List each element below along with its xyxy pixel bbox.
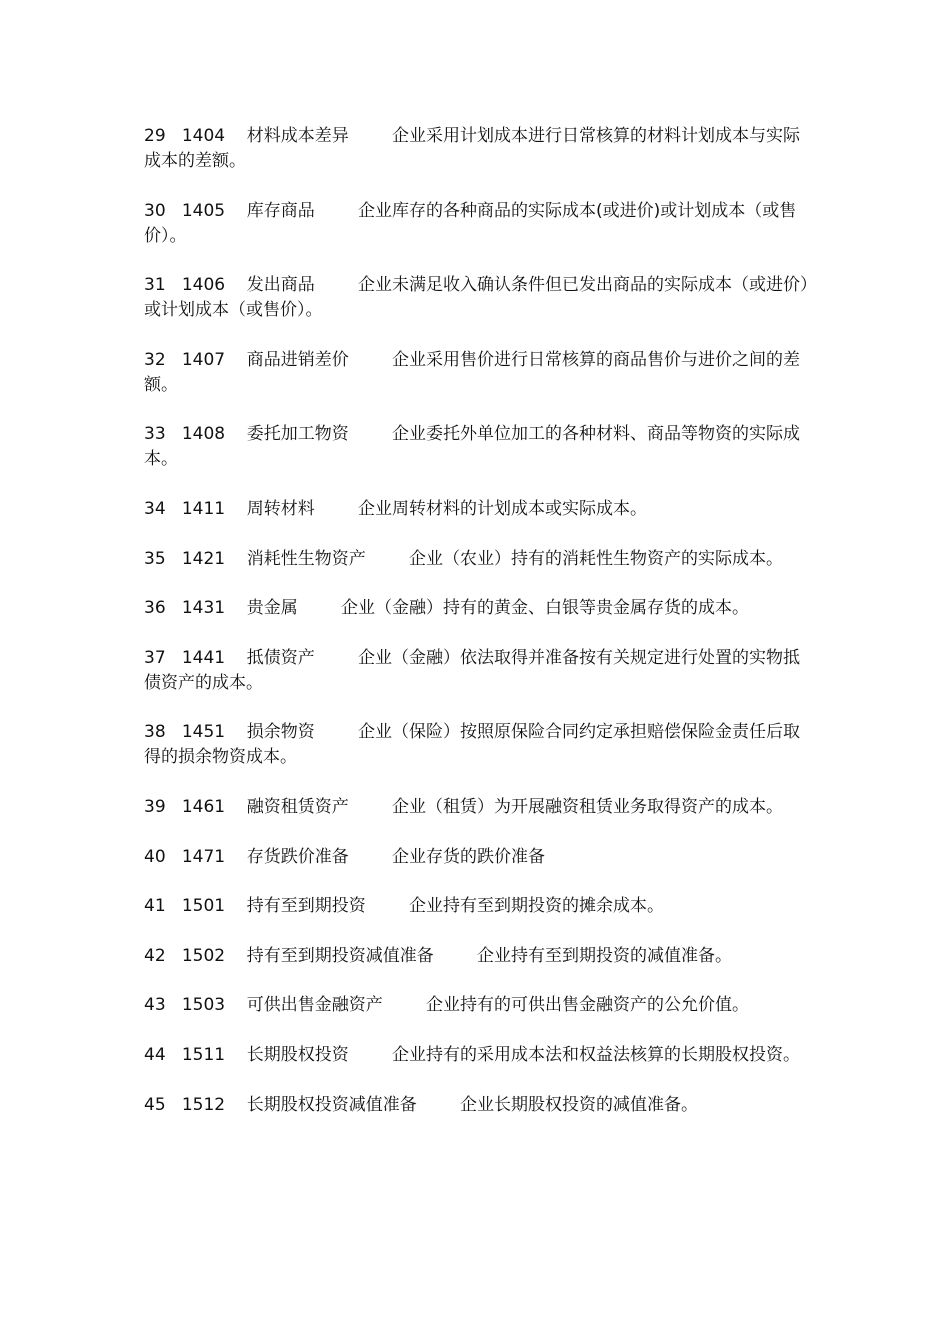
column-gap <box>298 598 341 618</box>
entry-number: 45 <box>144 1094 166 1115</box>
entry-number: 30 <box>144 200 166 221</box>
column-gap <box>349 350 392 370</box>
entry-number: 34 <box>144 498 166 519</box>
entry-number: 44 <box>144 1044 166 1065</box>
account-entry <box>144 547 810 572</box>
account-name: 消耗性生物资产 <box>246 548 366 569</box>
account-code: 1503 <box>181 995 226 1016</box>
column-gap <box>166 946 182 966</box>
column-gap <box>225 1045 247 1065</box>
column-gap <box>349 797 392 817</box>
column-gap <box>417 1095 460 1115</box>
column-gap <box>166 896 182 916</box>
column-gap <box>166 201 182 221</box>
column-gap <box>166 275 182 295</box>
account-description: 企业（保险）按照原保险合同约定承担赔偿保险金责任后取得的损余物资成本。 <box>144 722 800 768</box>
account-description: 企业（农业）持有的消耗性生物资产的实际成本。 <box>408 548 783 569</box>
column-gap <box>366 896 409 916</box>
account-code: 1471 <box>181 846 226 867</box>
account-description: 企业采用售价进行日常核算的商品售价与进价之间的差额。 <box>144 349 800 395</box>
column-gap <box>225 995 247 1015</box>
column-gap <box>225 424 247 444</box>
account-name: 材料成本差异 <box>246 126 349 146</box>
column-gap <box>166 499 182 519</box>
account-code: 1404 <box>181 126 226 146</box>
account-name: 委托加工物资 <box>246 424 349 445</box>
column-gap <box>166 797 182 817</box>
account-description: 企业持有至到期投资的减值准备。 <box>476 945 732 966</box>
entry-number: 41 <box>144 896 166 917</box>
account-code: 1451 <box>181 722 226 743</box>
account-entry <box>144 720 810 770</box>
entry-number: 37 <box>144 647 166 668</box>
account-description: 企业持有的采用成本法和权益法核算的长期股权投资。 <box>391 1044 800 1065</box>
account-description: 企业采用计划成本进行日常核算的材料计划成本与实际成本的差额。 <box>144 126 800 171</box>
column-gap <box>225 847 247 867</box>
account-name: 长期股权投资 <box>246 1044 349 1065</box>
entry-number: 43 <box>144 995 166 1016</box>
account-code: 1408 <box>181 424 226 445</box>
column-gap <box>166 549 182 569</box>
account-description: 企业委托外单位加工的各种材料、商品等物资的实际成本。 <box>144 424 800 470</box>
column-gap <box>225 275 247 295</box>
account-name: 长期股权投资减值准备 <box>246 1094 417 1115</box>
account-code: 1421 <box>181 548 226 569</box>
account-entry <box>144 199 810 249</box>
column-gap <box>349 126 392 146</box>
account-code: 1406 <box>181 275 226 296</box>
account-description: 企业存货的跌价准备 <box>391 846 545 867</box>
entry-number: 32 <box>144 349 166 370</box>
column-gap <box>225 350 247 370</box>
account-description: 企业未满足收入确认条件但已发出商品的实际成本（或进价）或计划成本（或售价）。 <box>144 275 809 321</box>
entry-number: 36 <box>144 598 166 619</box>
account-entry <box>144 348 810 398</box>
entry-number: 40 <box>144 846 166 867</box>
column-gap <box>225 126 247 146</box>
column-gap <box>315 648 358 668</box>
column-gap <box>225 896 247 916</box>
account-code: 1441 <box>181 647 226 668</box>
column-gap <box>349 1045 392 1065</box>
account-name: 发出商品 <box>246 275 315 296</box>
account-entry <box>144 845 810 870</box>
column-gap <box>166 1045 182 1065</box>
account-entry <box>144 422 810 472</box>
column-gap <box>383 995 426 1015</box>
column-gap <box>166 847 182 867</box>
account-name: 持有至到期投资 <box>246 896 366 917</box>
entry-number: 35 <box>144 548 166 569</box>
column-gap <box>225 1095 247 1115</box>
entry-number: 39 <box>144 796 166 817</box>
account-name: 贵金属 <box>246 598 298 619</box>
account-description: 企业（金融）持有的黄金、白银等贵金属存货的成本。 <box>340 598 749 619</box>
account-code: 1461 <box>181 796 226 817</box>
account-code: 1405 <box>181 200 226 221</box>
column-gap <box>166 598 182 618</box>
column-gap <box>315 499 358 519</box>
account-entry <box>144 124 810 174</box>
account-code: 1511 <box>181 1044 226 1065</box>
account-description: 企业库存的各种商品的实际成本(或进价)或计划成本（或售价）。 <box>144 200 797 246</box>
account-name: 库存商品 <box>246 200 315 221</box>
column-gap <box>225 722 247 742</box>
column-gap <box>166 648 182 668</box>
column-gap <box>166 995 182 1015</box>
account-code: 1501 <box>181 896 226 917</box>
account-name: 融资租赁资产 <box>246 796 349 817</box>
entry-number: 38 <box>144 722 166 743</box>
column-gap <box>225 499 247 519</box>
account-description: 企业（租赁）为开展融资租赁业务取得资产的成本。 <box>391 796 783 817</box>
column-gap <box>315 275 358 295</box>
account-entry <box>144 1043 810 1068</box>
account-code: 1411 <box>181 498 226 519</box>
column-gap <box>225 648 247 668</box>
account-name: 周转材料 <box>246 498 315 519</box>
account-description: 企业长期股权投资的减值准备。 <box>459 1094 698 1115</box>
column-gap <box>225 201 247 221</box>
account-entry <box>144 1093 810 1118</box>
account-code: 1407 <box>181 349 226 370</box>
column-gap <box>225 598 247 618</box>
column-gap <box>166 424 182 444</box>
account-description: 企业周转材料的计划成本或实际成本。 <box>357 498 647 519</box>
account-entry <box>144 944 810 969</box>
entry-number: 42 <box>144 945 166 966</box>
account-code: 1512 <box>181 1094 226 1115</box>
column-gap <box>349 424 392 444</box>
column-gap <box>366 549 409 569</box>
account-entry <box>144 795 810 820</box>
account-entry <box>144 993 810 1018</box>
account-name: 商品进销差价 <box>246 349 349 370</box>
account-name: 抵债资产 <box>246 647 315 668</box>
account-entry <box>144 596 810 621</box>
account-description: 企业（金融）依法取得并准备按有关规定进行处置的实物抵债资产的成本。 <box>144 647 800 693</box>
column-gap <box>225 797 247 817</box>
column-gap <box>225 946 247 966</box>
entry-number: 31 <box>144 275 166 296</box>
account-name: 存货跌价准备 <box>246 846 349 867</box>
account-entry-list <box>144 124 810 1142</box>
account-entry <box>144 646 810 696</box>
account-entry <box>144 497 810 522</box>
column-gap <box>166 1095 182 1115</box>
account-description: 企业持有至到期投资的摊余成本。 <box>408 896 664 917</box>
entry-number: 29 <box>144 126 166 146</box>
account-name: 损余物资 <box>246 722 315 743</box>
column-gap <box>166 350 182 370</box>
column-gap <box>349 847 392 867</box>
column-gap <box>166 722 182 742</box>
account-entry <box>144 273 810 323</box>
column-gap <box>225 549 247 569</box>
account-name: 持有至到期投资减值准备 <box>246 945 434 966</box>
account-name: 可供出售金融资产 <box>246 995 383 1016</box>
entry-number: 33 <box>144 424 166 445</box>
column-gap <box>434 946 477 966</box>
column-gap <box>315 722 358 742</box>
account-code: 1502 <box>181 945 226 966</box>
account-code: 1431 <box>181 598 226 619</box>
account-entry <box>144 894 810 919</box>
column-gap <box>166 126 182 146</box>
account-description: 企业持有的可供出售金融资产的公允价值。 <box>425 995 749 1016</box>
column-gap <box>315 201 358 221</box>
